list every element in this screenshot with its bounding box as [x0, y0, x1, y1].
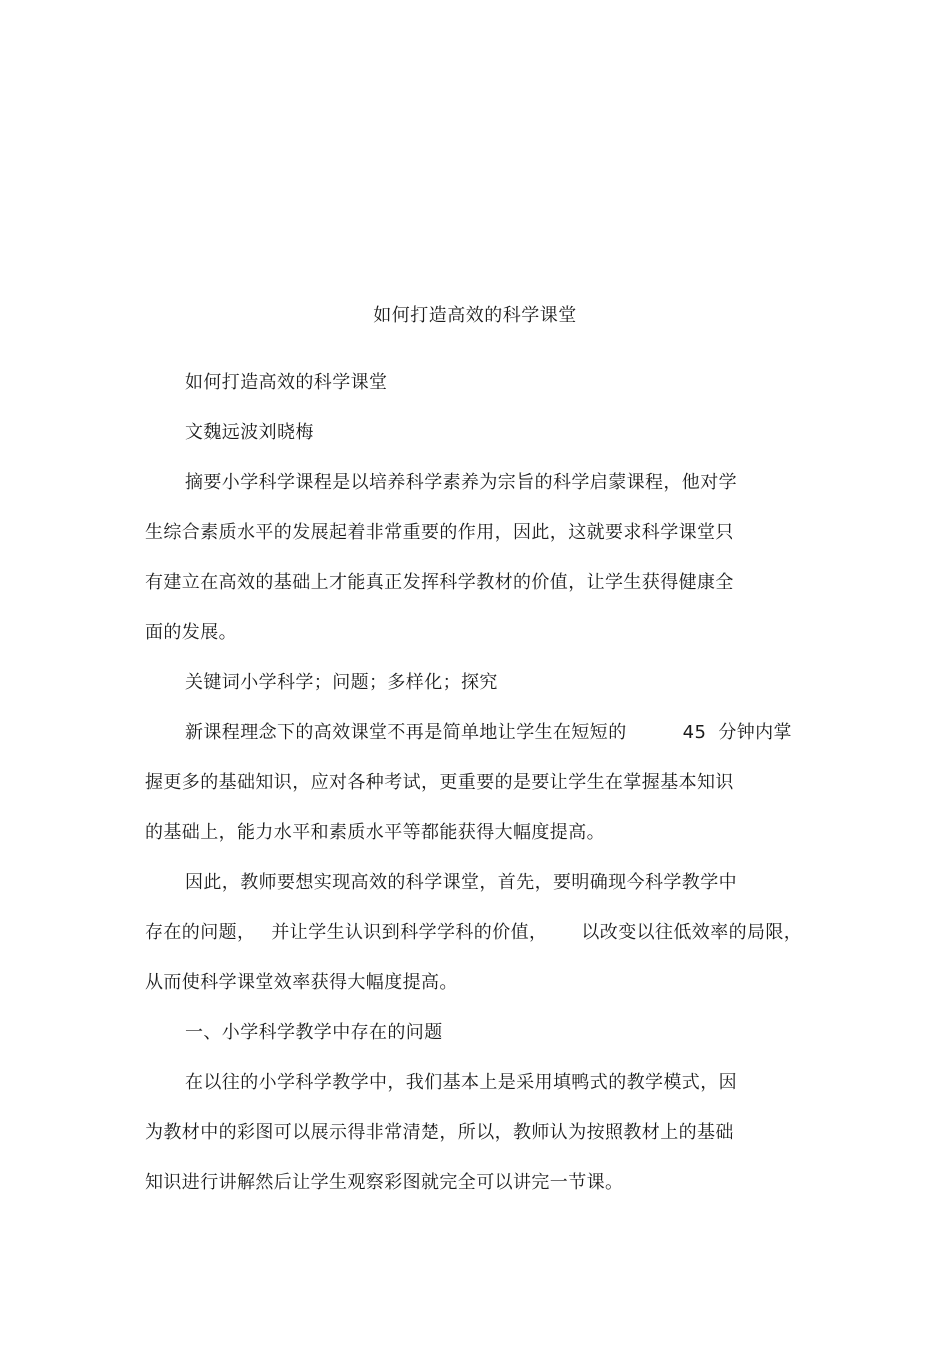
article-subtitle: 如何打造高效的科学课堂: [185, 372, 388, 393]
para2-line-1: 因此，教师要想实现高效的科学课堂，首先，要明确现今科学教学中: [185, 872, 737, 893]
abstract-line-4: 面的发展。: [145, 622, 237, 643]
para2-line-3: 从而使科学课堂效率获得大幅度提高。: [145, 972, 458, 993]
article-authors: 文魏远波刘晓梅: [185, 422, 314, 443]
para1-line-1-text-b: 分钟内掌: [718, 722, 792, 743]
keywords-line: 关键词小学科学；问题；多样化；探究: [185, 672, 498, 693]
abstract-line-2: 生综合素质水平的发展起着非常重要的作用，因此，这就要求科学课堂只: [145, 522, 734, 543]
para1-line-1-text-a: 新课程理念下的高效课堂不再是简单地让学生在短短的: [185, 722, 627, 743]
para2-line-2-text-b: 并让学生认识到科学学科的价值，: [271, 922, 548, 943]
para1-line-1: [185, 720, 792, 746]
para3-line-3: 知识进行讲解然后让学生观察彩图就完全可以讲完一节课。: [145, 1172, 624, 1193]
para2-line-2: [145, 920, 802, 946]
section-1-heading: 一、小学科学教学中存在的问题: [185, 1022, 443, 1043]
para3-line-1: 在以往的小学科学教学中，我们基本上是采用填鸭式的教学模式，因: [185, 1072, 737, 1093]
document-title: 如何打造高效的科学课堂: [373, 305, 577, 326]
para1-line-3: 的基础上，能力水平和素质水平等都能获得大幅度提高。: [145, 822, 605, 843]
para3-line-2: 为教材中的彩图可以展示得非常清楚，所以，教师认为按照教材上的基础: [145, 1122, 734, 1143]
abstract-line-1: 摘要小学科学课程是以培养科学素养为宗旨的科学启蒙课程，他对学: [185, 472, 737, 493]
para1-line-2: 握更多的基础知识，应对各种考试，更重要的是要让学生在掌握基本知识: [145, 772, 734, 793]
abstract-line-3: 有建立在高效的基础上才能真正发挥科学教材的价值，让学生获得健康全: [145, 572, 734, 593]
para1-minutes-number: 45: [682, 722, 707, 743]
para2-line-2-text-c: 以改变以往低效率的局限，: [581, 922, 803, 943]
para2-line-2-text-a: 存在的问题，: [145, 922, 256, 943]
